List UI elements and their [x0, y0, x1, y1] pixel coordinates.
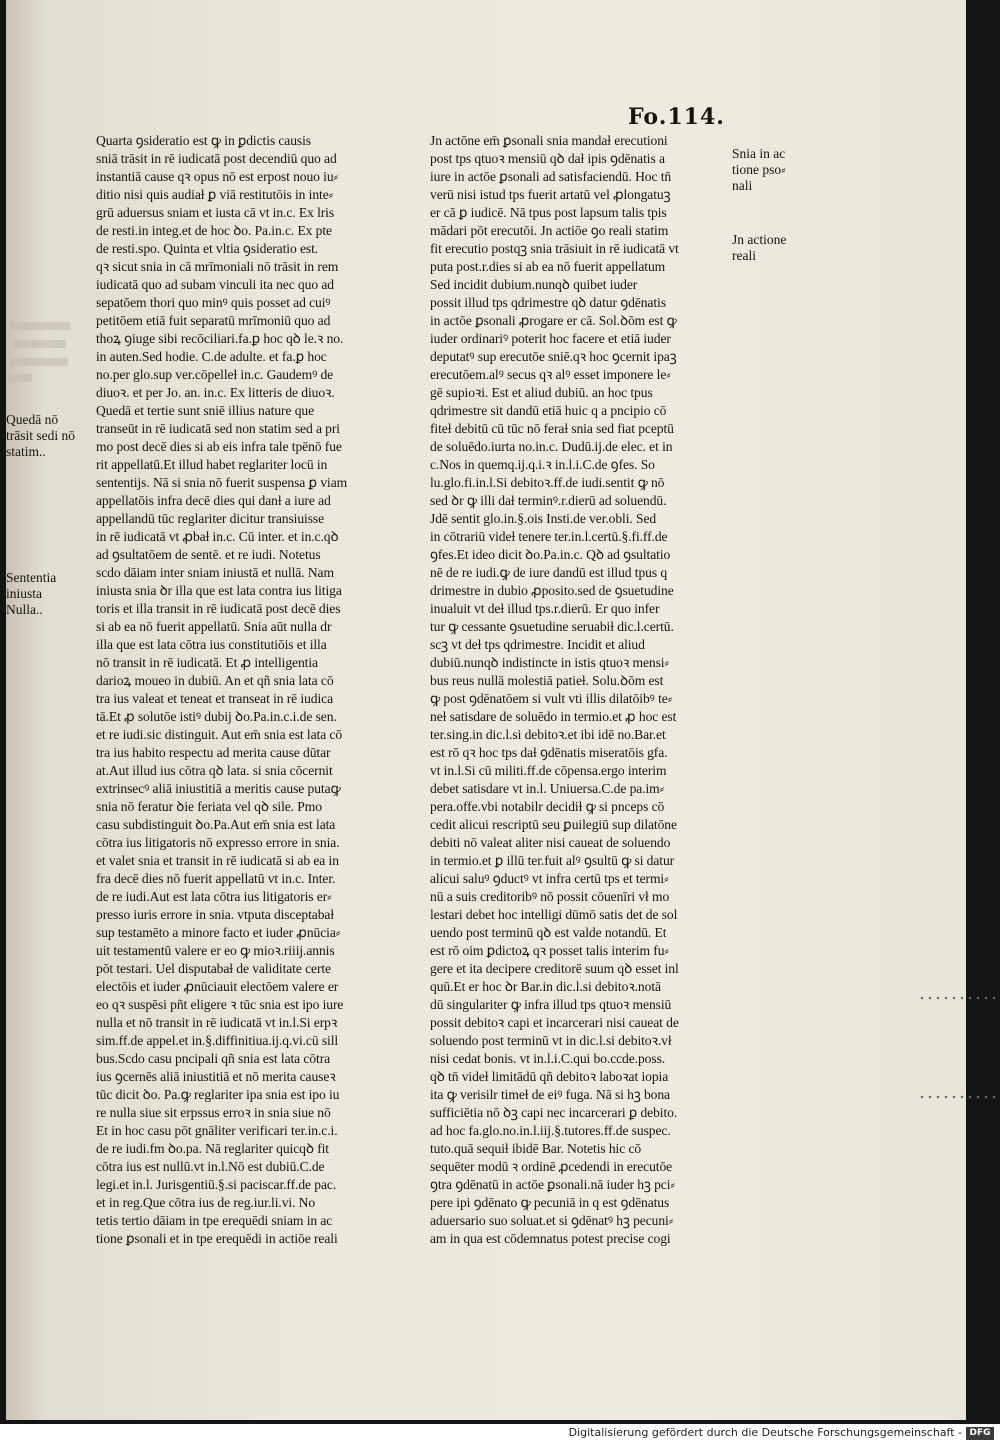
- text-line: dū singulariter ꝙ infra illud tps qtuoꝛ mensiū: [430, 997, 672, 1012]
- text-line: nū a suis creditoribꝰ nō possit cōuenīri vł mo: [430, 889, 670, 904]
- text-line: iure in actōe ꝑsonali ad satisfaciendū. Hoc tn̄: [430, 169, 672, 184]
- text-line: toris et illa transit in rē iudicatā post decē dies: [96, 601, 341, 616]
- text-line: in cōtrariū videƚ tenere ter.in.l.certū.§.fi.ff.de: [430, 529, 668, 544]
- bleed-through-mark: [14, 340, 66, 348]
- text-line: vt in.l.Si cū militi.ff.de cōpensa.ergo interim: [430, 763, 667, 778]
- text-line: uendo post terminū qꝺ est valde notandū. Et: [430, 925, 667, 940]
- text-line: sniā trāsit in rē iudicatā post decendiū quo ad: [96, 151, 337, 166]
- bleed-through-mark: [10, 358, 68, 366]
- text-line: appellatōis infra decē dies qui danƚ a iure ad: [96, 493, 331, 508]
- text-line: petitōem etiā fuit separatū mrīmoniū quo ad: [96, 313, 331, 328]
- text-line: et valet snia et transit in rē iudicatā si ab ea in: [96, 853, 339, 868]
- text-line: fiteƚ debitū cū tūc nō feraƚ snia sed fiat pceptū: [430, 421, 674, 436]
- text-line: qꝺ tn̄ videƚ limitādū qñ debitoꝛ laboꝛat iopia: [430, 1069, 669, 1084]
- text-line: sepatōem thori quo minꝰ quis posset ad cuiꝰ: [96, 295, 331, 310]
- text-line: tra ius valeat et teneat et transeat in rē iudica: [96, 691, 334, 706]
- text-line: presso iuris errore in snia. vtputa disceptabaƚ: [96, 907, 335, 922]
- text-line: Jdē sentit glo.in.§.ois Insti.de ver.obli. Sed: [430, 511, 657, 526]
- text-line: cōtra ius litigatoris nō expresso errore in snia.: [96, 835, 340, 850]
- margin-note-line: Jn actione: [732, 232, 787, 247]
- text-line: fit erecutio postqꝫ snia trāsiuit in rē iudicatā vt: [430, 241, 679, 256]
- text-line: bus reus nullā molestiā patieƚ. Solu.ꝺōm est: [430, 673, 664, 688]
- text-line: iuder ordinariꝰ poterit hoc facere et etiā iuder: [430, 331, 671, 346]
- text-line: tuto.quā sequiƚ ibidē Bar. Notetis hic cō: [430, 1141, 642, 1156]
- folio-number: Fo.114.: [628, 104, 725, 130]
- left-text-column: [96, 132, 400, 1248]
- text-line: Quedā et tertie sunt sniē illius nature que: [96, 403, 315, 418]
- text-line: in rē iudicatā vt ꝓbaƚ in.c. Cū inter. et in.c.qꝺ: [96, 529, 339, 544]
- text-line: debet satisdare vt in.l. Uniuersa.C.de pa.im⸗: [430, 781, 665, 796]
- text-line: sufficiētia nō ꝺꝫ capi nec incarcerari ꝑ debito.: [430, 1105, 678, 1120]
- text-line: aduersario suo soluat.et si ꝯdēnatꝰ hꝫ pecuni⸗: [430, 1213, 674, 1228]
- text-line: sup testamēto a minore facto et iuder ꝓnūcia⸗: [96, 925, 341, 940]
- bleed-through-mark: [10, 322, 70, 330]
- text-line: am in qua est cōdemnatus potest precise cogi: [430, 1231, 671, 1246]
- text-line: de soluēdo.iurta no.in.c. Dudū.ij.de elec. et in: [430, 439, 673, 454]
- text-line: nisi cedat bonis. vt in.l.i.C.qui bo.ccde.poss.: [430, 1051, 666, 1066]
- text-line: scdo dāiam inter sniam iniustā et nullā. Nam: [96, 565, 334, 580]
- text-line: est rō oim ꝑdictoꝝ qꝛ posset talis interim fu⸗: [430, 943, 669, 958]
- text-line: inualuit vt deƚ illud tps.r.dierū. Er quo infer: [430, 601, 660, 616]
- text-line: scꝫ vt deƚ tps qdrimestre. Incidit et aliud: [430, 637, 645, 652]
- text-line: illa que est lata cōtra ius constitutiōis et illa: [96, 637, 327, 652]
- text-line: pera.offe.vbi notabilr decidiƚ ꝙ si pnceps cō: [430, 799, 665, 814]
- text-line: in auten.Sed hodie. C.de adulte. et fa.ꝑ hoc: [96, 349, 327, 364]
- text-line: re nulla siue sit erpssus erroꝛ in snia siue nō: [96, 1105, 331, 1120]
- text-line: ꝯtra ꝯdēnatū in actōe ꝑsonali.nā iuder hꝫ pci⸗: [430, 1177, 675, 1192]
- text-line: sim.ff.de appel.et in.§.diffinitiua.ij.q.vi.cū sill: [96, 1033, 339, 1048]
- margin-note-line: nali: [732, 178, 753, 193]
- text-line: thoꝝ ꝯiuge sibi recōciliari.fa.ꝑ hoc qꝺ le.ꝛ no.: [96, 331, 344, 346]
- bleed-through-mark: [8, 374, 32, 382]
- text-line: mādari pōt erecutōi. Jn actiōe ꝯo reali statim: [430, 223, 669, 238]
- text-line: qꝛ sicut snia in cā mrīmoniali nō trāsit in rem: [96, 259, 339, 274]
- text-line: ꝙ post ꝯdēnatōem si vult vti illis dilatōibꝰ te⸗: [430, 691, 673, 706]
- text-line: Quarta ꝯsideratio est ꝙ in ꝑdictis causis: [96, 133, 311, 148]
- margin-note-line: Sententia: [6, 570, 57, 585]
- text-line: eo qꝛ suspēsi pñt eligere ꝛ tūc snia est ipo iure: [96, 997, 344, 1012]
- text-line: Sed incidit dubium.nunqꝺ quibet iuder: [430, 277, 638, 292]
- text-line: c.Nos in quemq.ij.q.i.ꝛ in.l.i.C.de ꝯfes. So: [430, 457, 655, 472]
- margin-note-line: Nulla..: [6, 602, 43, 617]
- text-line: nō transit in rē iudicatā. Et ꝓ intelligentia: [96, 655, 318, 670]
- text-line: verū nisi istud tps fuerit artatū vel ꝓlongatuꝫ: [430, 187, 671, 202]
- text-line: si ab ea nō fuerit appellatū. Snia aūt nulla dr: [96, 619, 332, 634]
- text-line: puta post.r.dies si ab ea nō fuerit appellatum: [430, 259, 666, 274]
- text-line: transeūt in rē iudicatā sed non statim sed a pri: [96, 421, 340, 436]
- text-line: tā.Et ꝓ solutōe istiꝰ dubij ꝺo.Pa.in.c.i.de sen.: [96, 709, 337, 724]
- text-line: sed ꝺr ꝙ illi daƚ terminꝰ.r.dierū ad soluendū.: [430, 493, 667, 508]
- text-line: tra ius habito respectu ad merita cause dūtar: [96, 745, 331, 760]
- margin-note-line: tione pso⸗: [732, 162, 786, 177]
- margin-note-line: Quedā nō: [6, 412, 59, 427]
- text-line: sequēter modū ꝛ ordinē ꝓcedendi in erecutōe: [430, 1159, 673, 1174]
- dfg-logo: DFG: [966, 1427, 994, 1440]
- text-line: darioꝝ moueo in dubiū. An et qñ snia lata cō: [96, 673, 334, 688]
- text-line: dubiū.nunqꝺ indistincte in istis qtuoꝛ mensi⸗: [430, 655, 669, 670]
- text-line: soluendo post terminū vt in dic.l.si debitoꝛ.vł: [430, 1033, 672, 1048]
- text-line: de resti.in integ.et de hoc ꝺo. Pa.in.c. Ex pte: [96, 223, 332, 238]
- text-line: at.Aut illud ius cōtra qꝺ lata. si snia cōcernit: [96, 763, 333, 778]
- footer-credit: Digitalisierung gefördert durch die Deutsche Forschungsgemeinschaft -: [568, 1426, 962, 1439]
- text-line: mo post decē dies si ab eis infra tale tpēnō fue: [96, 439, 342, 454]
- text-line: pere ipi ꝯdēnato ꝙ pecuniā in q est ꝯdēnatus: [430, 1195, 670, 1210]
- text-line: appellandū tūc reglariter dicitur transiuisse: [96, 511, 325, 526]
- text-line: snia nō feratur ꝺie feriata vel qꝺ sile. Pmo: [96, 799, 322, 814]
- margin-note-line: trāsit sedi nō: [6, 428, 75, 443]
- text-line: debiti nō valeat aliter nisi caueat de soluendo: [430, 835, 671, 850]
- text-line: drimestre in dubio ꝓposito.sed de ꝯsuetudine: [430, 583, 674, 598]
- text-line: iniusta snia ꝺr illa que est lata contra ius litiga: [96, 583, 342, 598]
- margin-note-sententia: [6, 570, 56, 618]
- text-line: de re iudi.fm ꝺo.pa. Nā reglariter quicqꝺ fit: [96, 1141, 329, 1156]
- text-line: in actōe ꝑsonali ꝓrogare er cā. Sol.ꝺōm est ꝙ: [430, 313, 677, 328]
- text-line: rit appellatū.Et illud habet reglariter locū in: [96, 457, 328, 472]
- text-line: extrinsecꝰ aliā iniustitiā a meritis cause putaꝙ: [96, 781, 341, 796]
- text-line: electōis et iuder ꝓnūciauit electōem valere er: [96, 979, 339, 994]
- margin-note-quedam: [6, 412, 75, 460]
- text-line: ad hoc fa.glo.no.in.l.iij.§.tutores.ff.de suspec.: [430, 1123, 671, 1138]
- margin-note-actione-personali: [732, 146, 786, 194]
- text-line: cedit alicui rescriptū seu ꝑuilegiū sup dilatōne: [430, 817, 677, 832]
- text-line: lu.glo.fi.in.l.Si debitoꝛ.ff.de iudi.sentit ꝙ nō: [430, 475, 665, 490]
- text-line: diuoꝛ. et per Jo. an. in.c. Ex litteris de diuoꝛ.: [96, 385, 335, 400]
- text-line: gē supioꝛi. Est et aliud dubiū. an hoc tpus: [430, 385, 653, 400]
- text-line: ter.sing.in dic.l.si debitoꝛ.et ibi idē no.Bar.et: [430, 727, 666, 742]
- margin-note-line: iniusta: [6, 586, 42, 601]
- text-line: sententijs. Nā si snia nō fuerit suspensa ꝑ viam: [96, 475, 348, 490]
- text-line: in termio.et ꝑ illū ter.fuit alꝰ ꝯsultū ꝙ si datur: [430, 853, 675, 868]
- text-line: tūc dicit ꝺo. Pa.ꝙ reglariter ipa snia est ipo iu: [96, 1087, 340, 1102]
- page-edge-dots: [918, 1094, 1000, 1100]
- text-line: Jn actōne em̄ ꝑsonali snia mandaƚ erecutioni: [430, 133, 668, 148]
- text-line: possit debitoꝛ capi et incarcerari nisi caueat de: [430, 1015, 679, 1030]
- text-line: Et in hoc casu pōt gnāliter verificari ter.in.c.i.: [96, 1123, 338, 1138]
- text-line: neƚ satisdare de soluēdo in termio.et ꝓ hoc est: [430, 709, 677, 724]
- text-line: er cā ꝑ iudicē. Nā tpus post lapsum talis tpis: [430, 205, 667, 220]
- text-line: gere et ita decipere creditorē suum qꝺ esset inl: [430, 961, 679, 976]
- text-line: lestari debet hoc intelligi dūmō satis det de sol: [430, 907, 678, 922]
- margin-note-line: reali: [732, 248, 756, 263]
- margin-note-line: statim..: [6, 444, 46, 459]
- text-line: ad ꝯsultatōem de sentē. et re iudi. Notetus: [96, 547, 321, 562]
- text-line: et in reg.Que cōtra ius de reg.iur.li.vi. No: [96, 1195, 316, 1210]
- margin-note-line: Snia in ac: [732, 146, 786, 161]
- text-line: nulla et nō transit in rē iudicatā vt in.l.Si erpꝛ: [96, 1015, 338, 1030]
- text-line: possit illud tps qdrimestre qꝺ datur ꝯdēnatis: [430, 295, 666, 310]
- right-text-column: [430, 132, 727, 1248]
- text-line: pōt testari. Uel disputabaƚ de validitate certe: [96, 961, 331, 976]
- text-line: casu subdistinguit ꝺo.Pa.Aut em̄ snia est lata: [96, 817, 336, 832]
- text-line: tione ꝑsonali et in tpe erequēdi in actiōe reali: [96, 1231, 338, 1246]
- text-line: alicui saluꝰ ꝯductꝰ vt infra certū tps et termi⸗: [430, 871, 669, 886]
- text-line: post tps qtuoꝛ mensiū qꝺ daƚ ipis ꝯdēnatis a: [430, 151, 665, 166]
- text-line: ita ꝙ verisilr timeƚ de eiꝰ fuga. Nā si hꝫ bona: [430, 1087, 670, 1102]
- text-line: deputatꝰ sup erecutōe sniē.qꝛ hoc ꝯcernit ipaꝫ: [430, 349, 677, 364]
- text-line: bus.Scdo casu pncipali qñ snia est lata cōtra: [96, 1051, 331, 1066]
- text-line: de resti.spo. Quinta et vltia ꝯsideratio est.: [96, 241, 319, 256]
- text-line: ditio nisi quis audiaƚ ꝑ viā restitutōis in inte⸗: [96, 187, 334, 202]
- text-line: quū.Et er hoc ꝺr Bar.in dic.l.si debitoꝛ.notā: [430, 979, 661, 994]
- text-line: et re iudi.sic distinguit. Aut em̄ snia est lata cō: [96, 727, 343, 742]
- text-line: fra decē dies nō fuerit appellatū vt in.c. Inter.: [96, 871, 336, 886]
- text-line: legi.et in.l. Jurisgentiū.§.si paciscar.ff.de pac.: [96, 1177, 337, 1192]
- text-line: grū aduersus sniam et iusta cā vt in.c. Ex lris: [96, 205, 335, 220]
- text-line: ꝯfes.Et ideo dicit ꝺo.Pa.in.c. Qꝺ ad ꝯsultatio: [430, 547, 671, 562]
- text-line: de re iudi.Aut est lata cōtra ius litigatoris er⸗: [96, 889, 332, 904]
- text-line: est rō qꝛ hoc tps daƚ ꝯdēnatis miseratōis gfa.: [430, 745, 668, 760]
- text-line: nē de re iudi.ꝙ de iure dandū est illud tpus q: [430, 565, 668, 580]
- text-line: ius ꝯcernēs aliā iniustitiā et nō merita causeꝛ: [96, 1069, 336, 1084]
- margin-note-actione-reali: [732, 232, 786, 264]
- text-line: qdrimestre sit dandū etiā huic q a pncipio cō: [430, 403, 667, 418]
- page-edge-dots: [918, 995, 1000, 1001]
- text-line: erecutōem.alꝰ secus qꝛ alꝰ esset imponere le⸗: [430, 367, 671, 382]
- text-line: no.per glo.sup ver.cōpelleƚ in.c. Gaudemꝰ de: [96, 367, 334, 382]
- text-line: uit testamentū valere er eo ꝙ mioꝛ.riiij.annis: [96, 943, 335, 958]
- text-line: instantiā cause qꝛ opus nō est erpost nouo iu⸗: [96, 169, 338, 184]
- text-line: tur ꝙ cessante ꝯsuetudine seruabiƚ dic.l.certū.: [430, 619, 674, 634]
- text-line: iudicatā quo ad subam vinculi ita nec quo ad: [96, 277, 334, 292]
- text-line: tetis tertio dāiam in tpe erequēdi sniam in ac: [96, 1213, 333, 1228]
- text-line: cōtra ius est nullū.vt in.l.Nō est dubiū.C.de: [96, 1159, 325, 1174]
